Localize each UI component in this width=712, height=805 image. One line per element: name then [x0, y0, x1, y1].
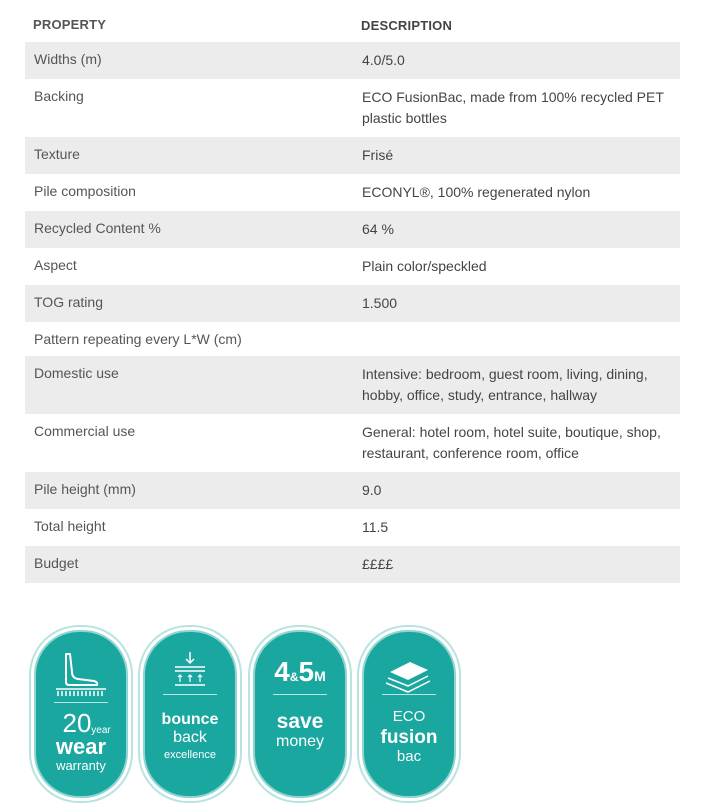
property-cell: Widths (m) [34, 51, 102, 67]
wear-label: wear [55, 734, 107, 759]
width-option-1: 4 [274, 656, 290, 687]
divider [382, 694, 436, 695]
description-cell: 11.5 [362, 519, 389, 535]
table-row [25, 414, 680, 472]
bounce-back-badge [143, 630, 237, 798]
table-row [25, 137, 680, 174]
description-cell: ECONYL®, 100% regenerated nylon [362, 184, 591, 200]
bac-label: bac [396, 748, 422, 765]
money-label: money [275, 733, 325, 750]
description-cell: ££££ [362, 556, 394, 572]
property-cell: Commercial use [34, 423, 136, 439]
divider [54, 702, 108, 703]
property-cell: Aspect [34, 257, 77, 273]
table-row [25, 322, 680, 356]
wear-warranty-badge [34, 630, 128, 798]
table-row [25, 174, 680, 211]
width-unit: M [314, 668, 326, 684]
divider [273, 694, 327, 695]
property-cell: Recycled Content % [34, 220, 161, 236]
fusion-label: fusion [380, 727, 438, 748]
property-column-header: PROPERTY [33, 17, 107, 32]
table-row [25, 472, 680, 509]
description-column-header: DESCRIPTION [361, 17, 453, 33]
bounce-label: bounce [161, 711, 219, 728]
ampersand: & [289, 670, 299, 684]
divider [163, 694, 217, 695]
save-label: save [276, 710, 324, 733]
eco-label: ECO [392, 708, 426, 725]
back-label: back [173, 729, 207, 746]
property-cell: Budget [34, 555, 79, 571]
warranty-label: warranty [56, 758, 106, 773]
property-cell: Pattern repeating every L*W (cm) [34, 331, 242, 347]
table-row [25, 79, 680, 137]
description-cell: 4.0/5.0 [362, 52, 405, 68]
width-option-2: 5 [298, 656, 315, 687]
table-row [25, 211, 680, 248]
description-cell: General: hotel room, hotel suite, boutique, shop, restaurant, conference room, office [362, 424, 661, 461]
table-row [25, 546, 680, 583]
eco-fusion-bac-badge [362, 630, 456, 798]
table-row [25, 248, 680, 285]
description-cell [353, 322, 680, 356]
excellence-label: excellence [164, 749, 216, 761]
width-options [255, 658, 345, 686]
description-cell: Frisé [362, 147, 394, 163]
save-money-badge [253, 630, 347, 798]
property-cell: TOG rating [34, 294, 103, 310]
layered-backing-icon [364, 648, 454, 696]
property-cell: Backing [34, 88, 84, 104]
property-cell: Pile composition [34, 183, 136, 199]
table-row [25, 509, 680, 546]
description-cell: 1.500 [362, 295, 398, 311]
specification-table [25, 8, 680, 583]
table-row [25, 356, 680, 414]
property-cell: Domestic use [34, 365, 119, 381]
feature-badges [0, 630, 712, 800]
warranty-years: 20 [62, 708, 92, 738]
description-cell: Plain color/speckled [362, 258, 487, 274]
foot-on-carpet-icon [36, 642, 126, 700]
table-header [25, 8, 680, 42]
description-cell: 64 % [362, 221, 394, 237]
table-row [25, 285, 680, 322]
property-cell: Texture [34, 146, 80, 162]
description-cell: Intensive: bedroom, guest room, living, dining, hobby, office, study, entrance, hallway [362, 366, 648, 403]
property-cell: Total height [34, 518, 106, 534]
compress-arrows-icon [145, 650, 235, 700]
description-cell: ECO FusionBac, made from 100% recycled PET plastic bottles [362, 89, 664, 126]
property-cell: Pile height (mm) [34, 481, 136, 497]
warranty-unit: year [91, 725, 111, 736]
description-cell: 9.0 [362, 482, 382, 498]
table-row [25, 42, 680, 79]
